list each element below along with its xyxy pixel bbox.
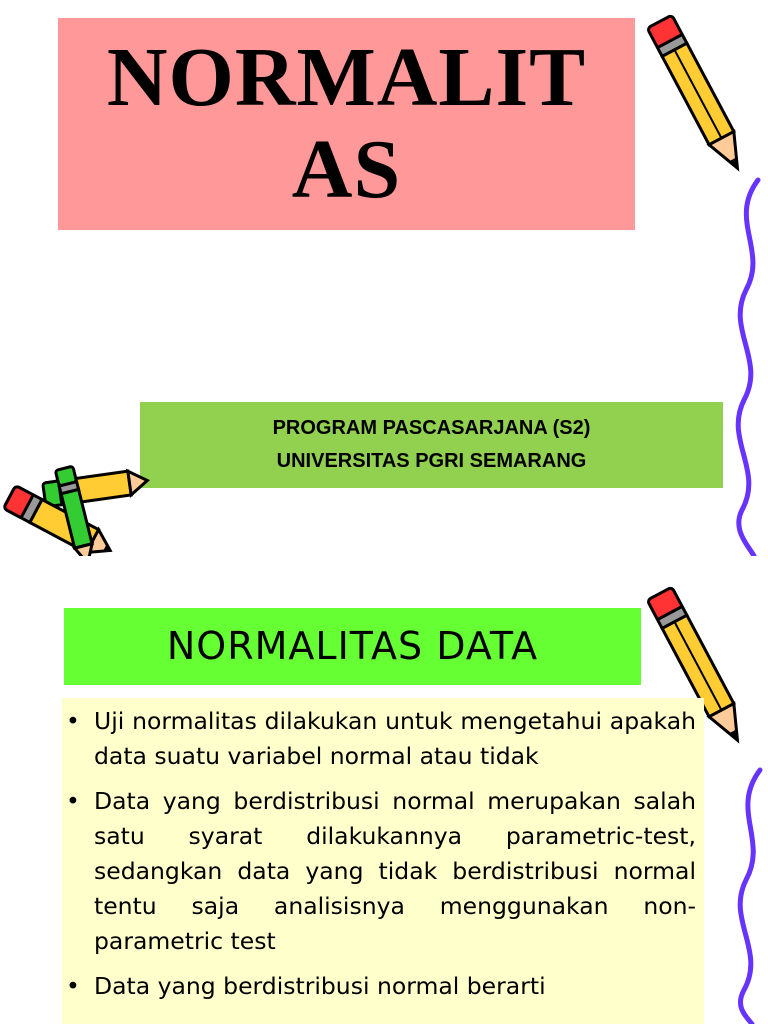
content-box — [62, 698, 704, 1024]
pencil-icon — [0, 460, 150, 556]
slide-title — [58, 18, 635, 230]
wavy-line-decoration — [718, 0, 768, 556]
wavy-line-decoration — [718, 560, 768, 1024]
subtitle-line-1: PROGRAM PASCASARJANA (S2) — [272, 417, 591, 439]
subtitle-box — [140, 402, 723, 488]
bullet-list — [62, 698, 704, 1004]
list-item: • Data yang berdistribusi normal merupakan salah satu syarat dilakukannya parametric-test, sedangkan data yang tidak berdistribusi normal tentu saja analisisnya menggunakan non-parametric test — [62, 784, 696, 959]
title-line-2: AS — [291, 123, 402, 216]
list-item: • Uji normalitas dilakukan untuk mengetahui apakah data suatu variabel normal atau tidak — [62, 704, 696, 774]
slide-heading: NORMALITAS DATA — [64, 608, 641, 685]
title-line-1: NORMALIT — [106, 31, 587, 124]
slide-2 — [0, 560, 768, 1024]
subtitle-line-2: UNIVERSITAS PGRI SEMARANG — [276, 450, 587, 472]
list-item: • Data yang berdistribusi normal berarti — [62, 969, 696, 1004]
